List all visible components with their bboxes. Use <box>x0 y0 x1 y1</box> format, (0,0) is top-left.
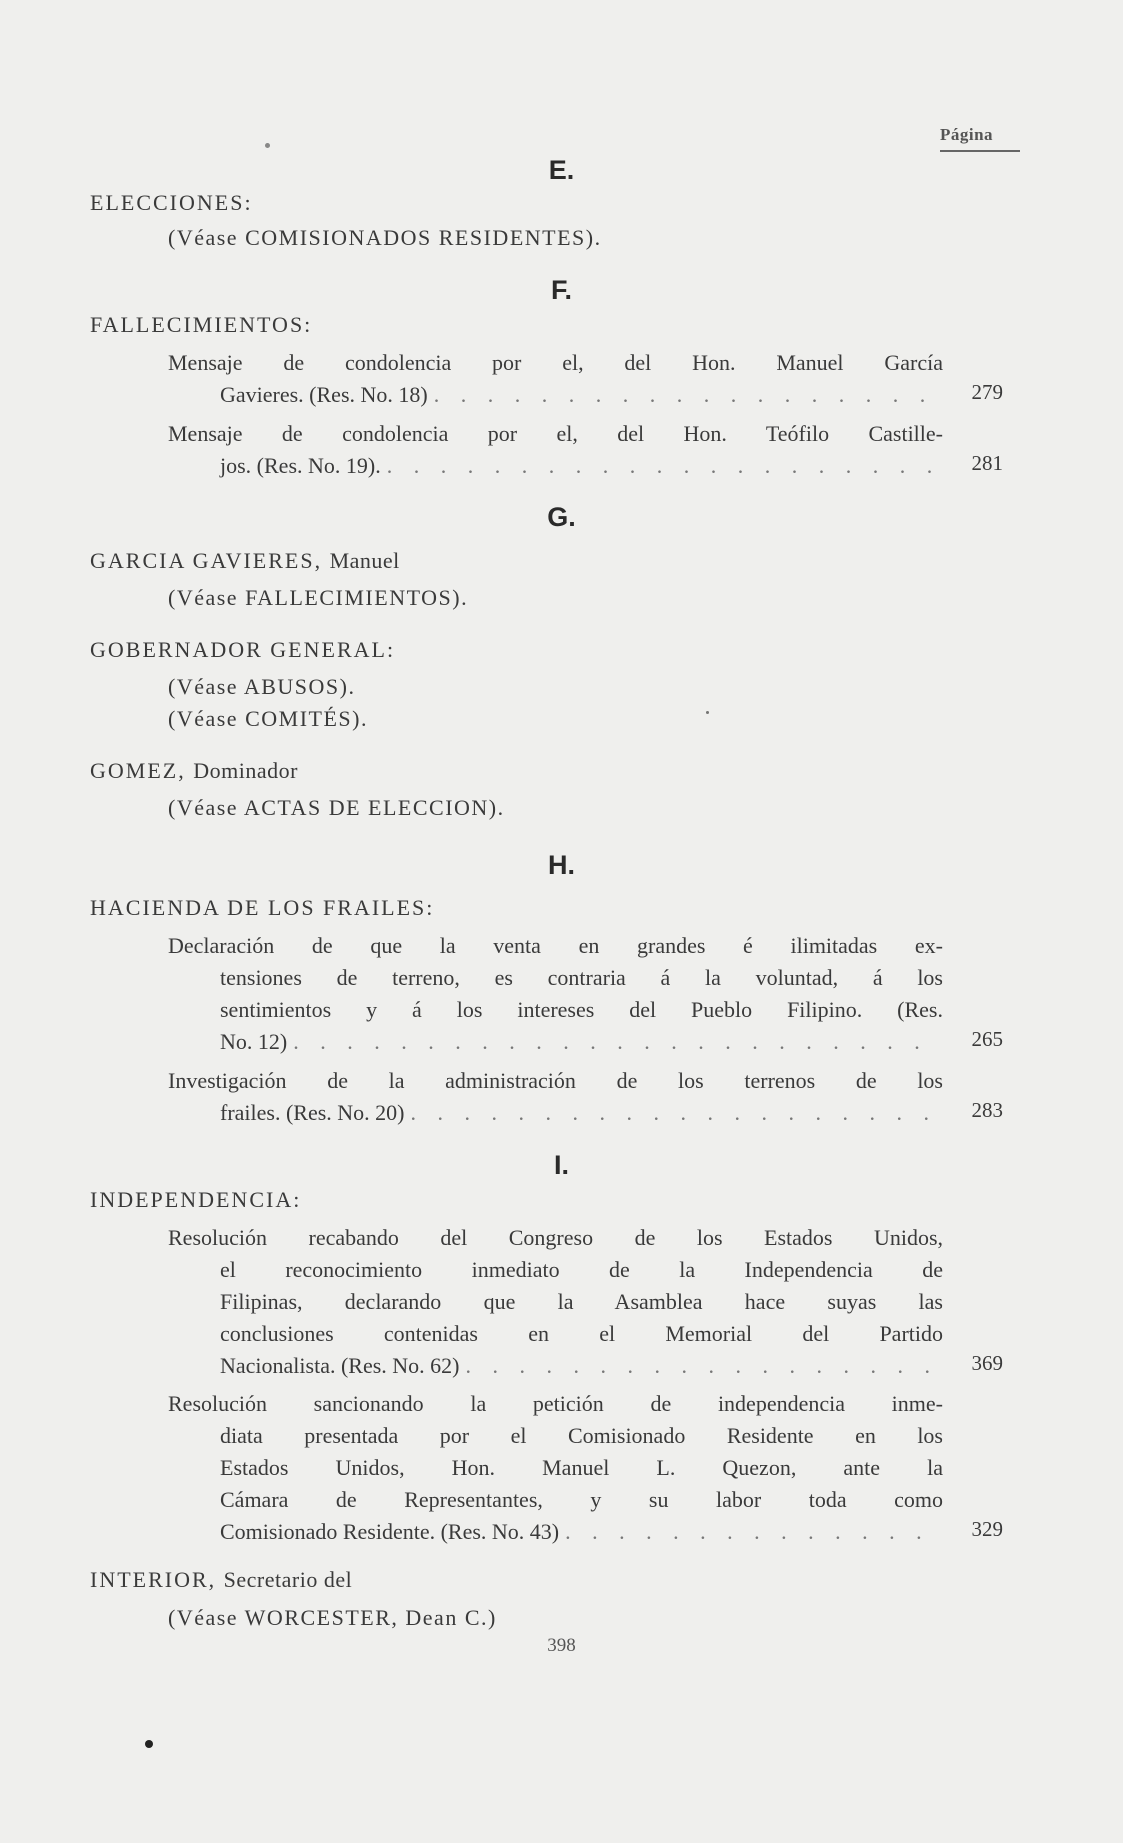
page-ref: 329 <box>971 1517 1003 1541</box>
section-letter-f: F. <box>550 275 572 305</box>
heading-gomez <box>90 758 298 784</box>
entry-peticion-independencia <box>168 1388 943 1548</box>
ref-comisionados-residentes: (Véase COMISIONADOS RESIDENTES). <box>168 225 602 250</box>
entry-line: Declaración de que la venta en grandes é ilimitadas ex- <box>168 933 943 958</box>
heading-text: GARCIA GAVIERES, <box>90 548 323 573</box>
dot-leader <box>434 379 937 411</box>
entry-line-leader <box>168 1097 943 1129</box>
dot-leader <box>387 450 937 482</box>
entry-line: Cámara de Representantes, y su labor toda como <box>220 1487 943 1512</box>
section-letter-e: E. <box>548 155 575 185</box>
page-ref: 279 <box>971 380 1003 404</box>
entry-line: jos. (Res. No. 19). <box>220 453 381 478</box>
entry-venta-terrenos <box>168 930 943 1058</box>
entry-line: Investigación de la administración de los terrenos de los <box>168 1068 943 1093</box>
ref-worcester: (Véase WORCESTER, Dean C.) <box>168 1605 497 1630</box>
heading-fallecimientos: FALLECIMIENTOS: <box>90 312 313 337</box>
entry-investigacion-terrenos <box>168 1065 943 1129</box>
heading-text: GOMEZ, <box>90 758 186 783</box>
scan-speck <box>265 143 270 148</box>
entry-line: Mensaje de condolencia por el, del Hon. Manuel García <box>168 350 943 375</box>
entry-line-leader <box>168 379 943 411</box>
page-ref: 283 <box>971 1098 1003 1122</box>
heading-garcia-gavieres <box>90 548 400 574</box>
page-ref: 281 <box>971 451 1003 475</box>
entry-line: Nacionalista. (Res. No. 62) <box>220 1353 460 1378</box>
entry-castillejos <box>168 418 943 482</box>
pagina-label: Página <box>940 125 994 144</box>
page-ref: 265 <box>971 1027 1003 1051</box>
dot-leader <box>565 1516 937 1548</box>
section-letter-g: G. <box>547 502 576 532</box>
entry-line: Resolución sancionando la petición de independencia inme- <box>168 1391 943 1416</box>
heading-subtext: Dominador <box>193 758 298 783</box>
ref-abusos: (Véase ABUSOS). <box>168 674 356 699</box>
heading-elecciones: ELECCIONES: <box>90 190 253 215</box>
entry-line-leader <box>168 1026 943 1058</box>
heading-subtext: Secretario del <box>223 1567 353 1592</box>
ref-actas-de-eleccion: (Véase ACTAS DE ELECCION). <box>168 795 505 820</box>
entry-line: frailes. (Res. No. 20) <box>220 1100 405 1125</box>
dot-leader <box>466 1350 938 1382</box>
entry-line: Filipinas, declarando que la Asamblea hace suyas las <box>220 1289 943 1314</box>
heading-independencia: INDEPENDENCIA: <box>90 1187 302 1212</box>
heading-hacienda-frailes: HACIENDA DE LOS FRAILES: <box>90 895 435 920</box>
entry-line: Mensaje de condolencia por el, del Hon. Teófilo Castille- <box>168 421 943 446</box>
heading-gobernador-general: GOBERNADOR GENERAL: <box>90 637 396 662</box>
entry-line: Resolución recabando del Congreso de los Estados Unidos, <box>168 1225 943 1250</box>
heading-text: INTERIOR, <box>90 1567 217 1592</box>
entry-line: Comisionado Residente. (Res. No. 43) <box>220 1519 560 1544</box>
entry-line: Gavieres. (Res. No. 18) <box>220 382 428 407</box>
heading-interior <box>90 1567 352 1593</box>
entry-line-leader <box>168 1516 943 1548</box>
dot-leader <box>411 1097 937 1129</box>
page-number: 398 <box>547 1635 576 1656</box>
section-letter-h: H. <box>548 850 575 880</box>
ref-fallecimientos: (Véase FALLECIMIENTOS). <box>168 585 469 610</box>
entry-line: tensiones de terreno, es contraria á la voluntad, á los <box>220 965 943 990</box>
entry-line: No. 12) <box>220 1029 288 1054</box>
entry-line: Estados Unidos, Hon. Manuel L. Quezon, ante la <box>220 1455 943 1480</box>
entry-garcia-gavieres <box>168 347 943 411</box>
heading-subtext: Manuel <box>329 548 400 573</box>
ref-comites: (Véase COMITÉS). <box>168 706 368 731</box>
entry-line-leader <box>168 450 943 482</box>
scan-speck <box>145 1740 153 1748</box>
scan-speck <box>706 711 709 714</box>
entry-line: el reconocimiento inmediato de la Independencia de <box>220 1257 943 1282</box>
entry-line-leader <box>168 1350 943 1382</box>
entry-line: conclusiones contenidas en el Memorial del Partido <box>220 1321 943 1346</box>
entry-line: sentimientos y á los intereses del Pueblo Filipino. (Res. <box>220 997 943 1022</box>
entry-line: diata presentada por el Comisionado Residente en los <box>220 1423 943 1448</box>
dot-leader <box>293 1026 937 1058</box>
page-ref: 369 <box>971 1351 1003 1375</box>
section-letter-i: I. <box>553 1150 569 1180</box>
pagina-underline <box>940 150 1020 152</box>
entry-reconocimiento-independencia <box>168 1222 943 1382</box>
